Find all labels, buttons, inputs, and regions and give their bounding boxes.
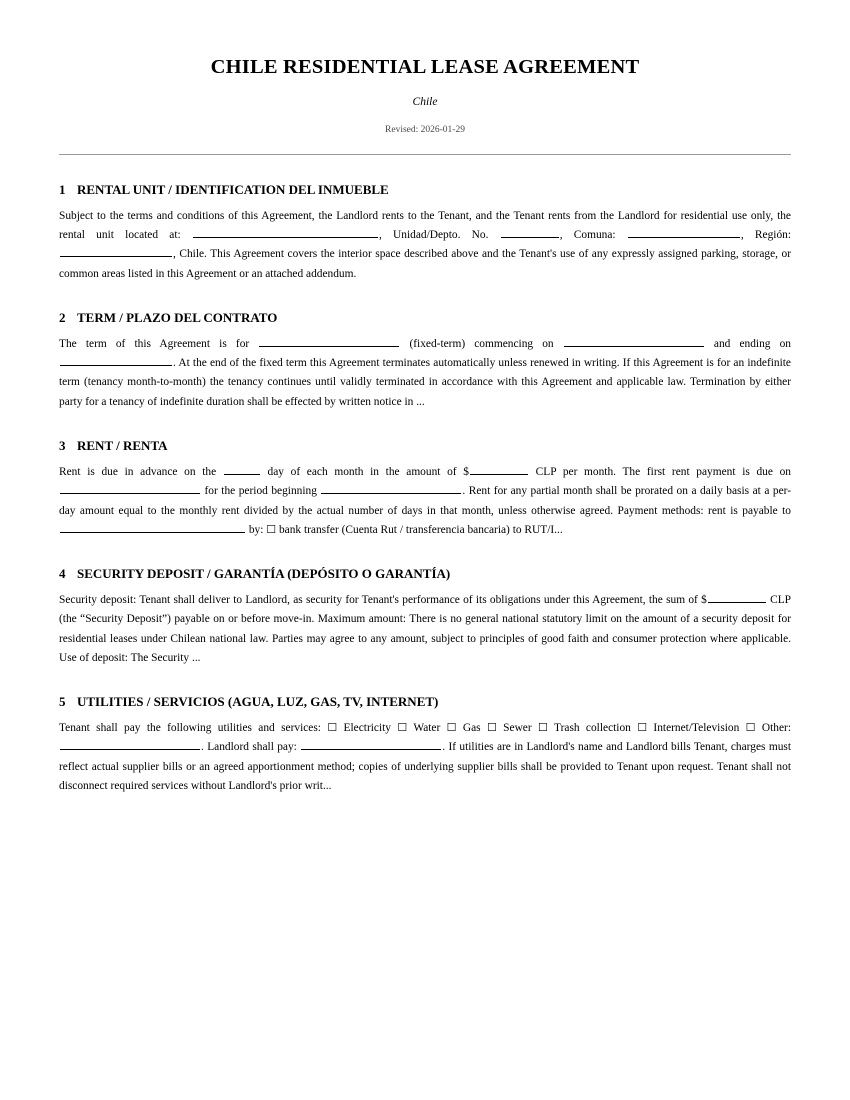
checkbox-icon[interactable]: ☐ xyxy=(327,722,338,735)
document-section xyxy=(59,694,791,796)
section-heading xyxy=(59,438,791,454)
checkbox-icon[interactable]: ☐ xyxy=(446,722,457,735)
body-text: Internet/Television xyxy=(647,722,746,735)
body-text: Water xyxy=(407,722,447,735)
body-text: (fixed-term) commencing on xyxy=(400,338,563,351)
fill-in-blank[interactable] xyxy=(501,228,559,238)
fill-in-blank[interactable] xyxy=(470,465,528,475)
section-body xyxy=(59,207,791,284)
section-number: 3 xyxy=(59,437,66,453)
fill-in-blank[interactable] xyxy=(628,228,740,238)
body-text: , Región: xyxy=(740,229,791,242)
body-text: The term of this Agreement is for xyxy=(59,338,259,351)
document-section xyxy=(59,310,791,412)
body-text: . At the end of the fixed term this Agreement terminates automatically unless renewed in writing. If this Agreement is for an indefinite term (tenancy month-to-month) the tenancy continues until validly terminated in accordance with this Agreement and applicable law. Termination by either party for a tenancy of indefinite duration shall be effected by written notice in ... xyxy=(59,357,791,408)
body-text: CLP per month. The first rent payment is due on xyxy=(528,466,791,479)
body-text: , Chile. This Agreement covers the interior space described above and the Tenant's use of any expressly assigned parking, storage, or common areas listed in this Agreement or an attached addendum. xyxy=(59,248,791,280)
body-text: , Unidad/Depto. No. xyxy=(378,229,500,242)
body-text: Trash collection xyxy=(547,722,638,735)
section-title: SECURITY DEPOSIT / GARANTÍA (DEPÓSITO O GARANTÍA) xyxy=(77,565,451,581)
document-section xyxy=(59,438,791,540)
section-body xyxy=(59,719,791,796)
body-text: Gas xyxy=(456,722,487,735)
body-text: and ending on xyxy=(704,338,791,351)
section-body xyxy=(59,591,791,668)
body-text: Other: xyxy=(755,722,791,735)
section-heading xyxy=(59,694,791,710)
body-text: day of each month in the amount of $ xyxy=(260,466,469,479)
fill-in-blank[interactable] xyxy=(259,337,399,347)
fill-in-blank[interactable] xyxy=(60,356,172,366)
page-title: CHILE RESIDENTIAL LEASE AGREEMENT xyxy=(210,56,640,78)
fill-in-blank[interactable] xyxy=(321,484,461,494)
checkbox-icon[interactable]: ☐ xyxy=(486,722,497,735)
section-title: RENTAL UNIT / IDENTIFICATION DEL INMUEBLE xyxy=(77,181,389,197)
body-text: bank transfer (Cuenta Rut / transferencia bancaria) to RUT/I... xyxy=(276,523,563,536)
header-divider xyxy=(59,154,791,155)
section-title: TERM / PLAZO DEL CONTRATO xyxy=(77,309,278,325)
section-body xyxy=(59,463,791,540)
body-text: , Comuna: xyxy=(559,229,627,242)
section-number: 5 xyxy=(59,694,66,709)
section-number: 2 xyxy=(59,309,66,325)
body-text: CLP (the “Security Deposit”) payable on or before move-in. Maximum amount: There is no general national statutory limit on the amount of a security deposit for residential leases under Chilean national law. Parties may agree to any amount, subject to principles of good faith and consumer protection where applicable. Use of deposit: The Security ... xyxy=(59,594,791,664)
document-subtitle: Chile xyxy=(412,95,438,108)
checkbox-icon[interactable]: ☐ xyxy=(397,722,408,735)
section-heading xyxy=(59,182,791,198)
fill-in-blank[interactable] xyxy=(708,593,766,603)
body-text: Electricity xyxy=(337,722,398,735)
body-text: . Rent for any partial month shall be prorated on a daily basis at a per-day amount equal to the monthly rent divided by the actual number of days in that month, unless otherwise agreed. Payment methods: rent is payable to xyxy=(59,485,792,517)
body-text: . Landlord shall pay: xyxy=(201,741,301,754)
body-text: . If utilities are in Landlord's name and Landlord bills Tenant, charges must reflect actual supplier bills or an agreed apportionment method; copies of underlying supplier bills shall be provided to Tenant upon request. Tenant shall not disconnect required services without Landlord's prior writ... xyxy=(59,741,791,792)
checkbox-icon[interactable]: ☐ xyxy=(538,722,548,735)
body-text: Rent is due in advance on the xyxy=(59,466,223,479)
fill-in-blank[interactable] xyxy=(301,740,441,750)
section-number: 4 xyxy=(59,565,66,581)
fill-in-blank[interactable] xyxy=(60,484,200,494)
checkbox-icon[interactable]: ☐ xyxy=(266,523,277,536)
section-list xyxy=(59,182,791,796)
body-text: for the period beginning xyxy=(201,485,321,498)
checkbox-icon[interactable]: ☐ xyxy=(745,722,756,735)
fill-in-blank[interactable] xyxy=(224,465,260,475)
section-title: RENT / RENTA xyxy=(77,437,168,453)
body-text: Sewer xyxy=(496,722,539,735)
body-text: by: xyxy=(246,523,267,536)
section-heading xyxy=(59,310,791,326)
fill-in-blank[interactable] xyxy=(564,337,704,347)
fill-in-blank[interactable] xyxy=(60,740,200,750)
document-section xyxy=(59,566,791,668)
checkbox-icon[interactable]: ☐ xyxy=(637,722,648,735)
section-title: UTILITIES / SERVICIOS (AGUA, LUZ, GAS, TV, INTERNET) xyxy=(77,694,439,709)
body-text: Tenant shall pay the following utilities and services: xyxy=(59,722,328,735)
fill-in-blank[interactable] xyxy=(60,522,245,532)
section-body xyxy=(59,335,791,412)
section-heading xyxy=(59,566,791,582)
document-revised-date: Revised: 2026-01-29 xyxy=(385,125,465,136)
section-number: 1 xyxy=(59,181,66,197)
fill-in-blank[interactable] xyxy=(193,228,378,238)
body-text: Subject to the terms and conditions of this Agreement, the Landlord rents to the Tenant, and the Tenant rents from the Landlord for residential use only, the rental unit located at: xyxy=(59,210,791,242)
document-section xyxy=(59,182,791,284)
fill-in-blank[interactable] xyxy=(60,247,172,257)
body-text: Security deposit: Tenant shall deliver to Landlord, as security for Tenant's performance of its obligations under this Agreement, the sum of $ xyxy=(59,594,707,607)
